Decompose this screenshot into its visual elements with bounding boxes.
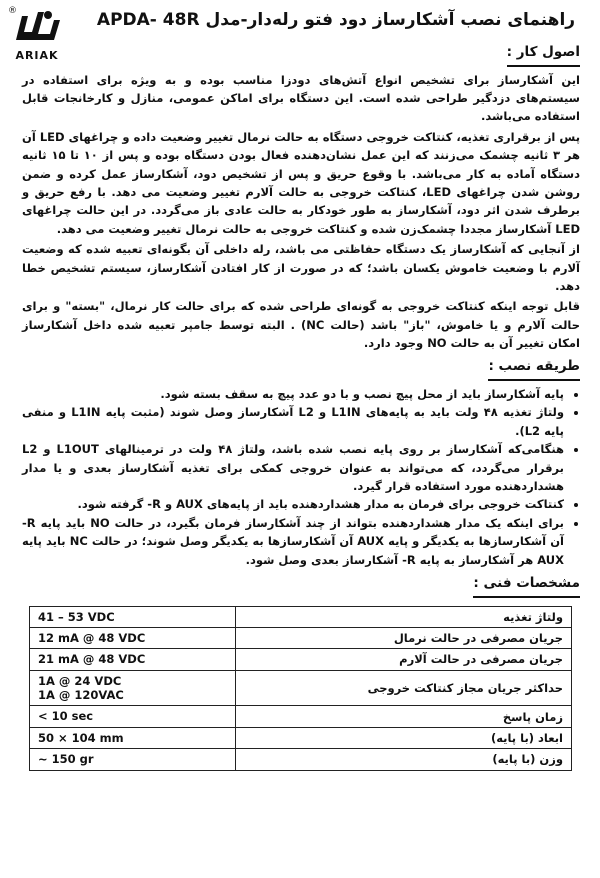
spec-value: 1A @ 24 VDC 1A @ 120VAC [30, 670, 236, 706]
table-row [30, 749, 572, 770]
page-title: راهنمای نصب آشکارساز دود فتو رله‌دار-مدل APDA- 48R [96, 10, 576, 30]
installation-heading: طریقه نصب : [488, 356, 580, 381]
specs-heading: مشخصات فنی : [473, 573, 580, 598]
spec-value: 50 × 104 mm [30, 727, 236, 748]
spec-value: ~ 150 gr [30, 749, 236, 770]
registered-mark: ® [8, 6, 17, 16]
table-row [30, 627, 572, 648]
principles-paragraph-1: این آشکارساز برای تشخیص انواع آتش‌های دودزا مناسب بوده و به ویژه برای استفاده در سیستم‌های دزدگیر طراحی شده است. این دستگاه برای اماکن عمومی، منازل و کارخانجات قابل استفاده می‌باشد. [22, 72, 580, 124]
spec-value: 21 mA @ 48 VDC [30, 649, 236, 670]
spec-label: زمان پاسخ [235, 706, 571, 727]
table-row [30, 606, 572, 627]
installation-item-1: • پایه آشکارساز باید از محل پیچ نصب و با دو عدد پیچ به سقف بسته شود. [22, 385, 564, 403]
spec-label: ولتاژ تغذیه [235, 606, 571, 627]
table-row [30, 670, 572, 706]
installation-item-5: • برای اینکه یک مدار هشداردهنده بتواند از چند آشکارساز فرمان بگیرد، در حالت NO باید پایه R- آن آشکارسازها به یکدیگر و پایه AUX آن آشکارسازها به یکدیگر وصل شوند؛ در حالت NC باید پایه AUX هر آشکارساز به پایه R- آشکارساز بعدی وصل شود. [22, 514, 564, 569]
spec-label: حداکثر جریان مجاز کنتاکت خروجی [235, 670, 571, 706]
spec-label: وزن (با پایه) [235, 749, 571, 770]
specs-table [29, 606, 572, 771]
installation-item-2: • ولتاژ تغذیه ۴۸ ولت باید به پایه‌های L1IN و L2 آشکارساز وصل شوند (مثبت پایه L1IN و منفی پایه L2). [22, 403, 564, 440]
principles-paragraph-4: قابل توجه اینکه کنتاکت خروجی به گونه‌ای طراحی شده که برای حالت کار نرمال، "بسته" و برای حالت آلارم و یا خاموش، "باز" باشد (حالت NC) . البته توسط جامپر تعبیه شده داخل آشکارساز امکان تغییر آن به حالت NO وجود دارد. [22, 299, 580, 351]
spec-value: 12 mA @ 48 VDC [30, 627, 236, 648]
table-row [30, 649, 572, 670]
installation-list [22, 385, 580, 569]
spec-value: < 10 sec [30, 706, 236, 727]
installation-item-4: • کنتاکت خروجی برای فرمان به مدار هشداردهنده باید از پایه‌های AUX و R- گرفته شود. [22, 495, 564, 513]
ariak-logo-text: ARIAK [15, 49, 59, 62]
spec-label: ابعاد (با پایه) [235, 727, 571, 748]
spec-label: جریان مصرفی در حالت نرمال [235, 627, 571, 648]
principles-heading: اصول کار : [507, 42, 580, 67]
principles-paragraph-2: پس از برقراری تغذیه، کنتاکت خروجی دستگاه به حالت نرمال تغییر وضعیت داده و چراغهای LED آن هر ۳ ثانیه چشمک می‌زنند که این عمل نشان‌دهنده فعال بودن دستگاه بوده و پس از ۱۰ تا ۱۵ ثانیه دستگاه آماده به کار می‌باشد. با وقوع حریق و پس از تشخیص دود، آشکارساز عمل کرده و ضمن روشن شدن چراغهای LED، کنتاکت خروجی به حالت آلارم تغییر وضعیت می دهد. با رفع حریق و برطرف شدن اثر دود، آشکارساز به طور خودکار به حالت عادی باز می‌گردد. در این حالت چراغهای LED آشکارساز مجددا چشمک‌زن شده و کنتاکت خروجی به حالت نرمال تغییر وضعیت می دهد. [22, 129, 581, 236]
principles-paragraph-3: از آنجایی که آشکارساز یک دستگاه حفاظتی می باشد، رله داخلی آن بگونه‌ای تعبیه شده که وضعیت آلارم با وضعیت خاموش یکسان باشد؛ که در صورت از کار افتادن آشکارساز، سیستم تشخیص خطا دهد. [22, 242, 580, 293]
installation-item-3: • هنگامی‌که آشکارساز بر روی پایه نصب شده باشد، ولتاژ ۴۸ ولت در ترمینالهای L1OUT و L2 برقرار می‌گردد، که می‌تواند به عنوان خروجی کمکی برای تغذیه آشکارساز بعدی و یا مدار هشداردهنده مورد استفاده قرار گیرد. [22, 440, 564, 495]
table-row [30, 706, 572, 727]
document-body [22, 40, 580, 771]
spec-label: جریان مصرفی در حالت آلارم [235, 649, 571, 670]
table-row [30, 727, 572, 748]
spec-value: 41 – 53 VDC [30, 606, 236, 627]
